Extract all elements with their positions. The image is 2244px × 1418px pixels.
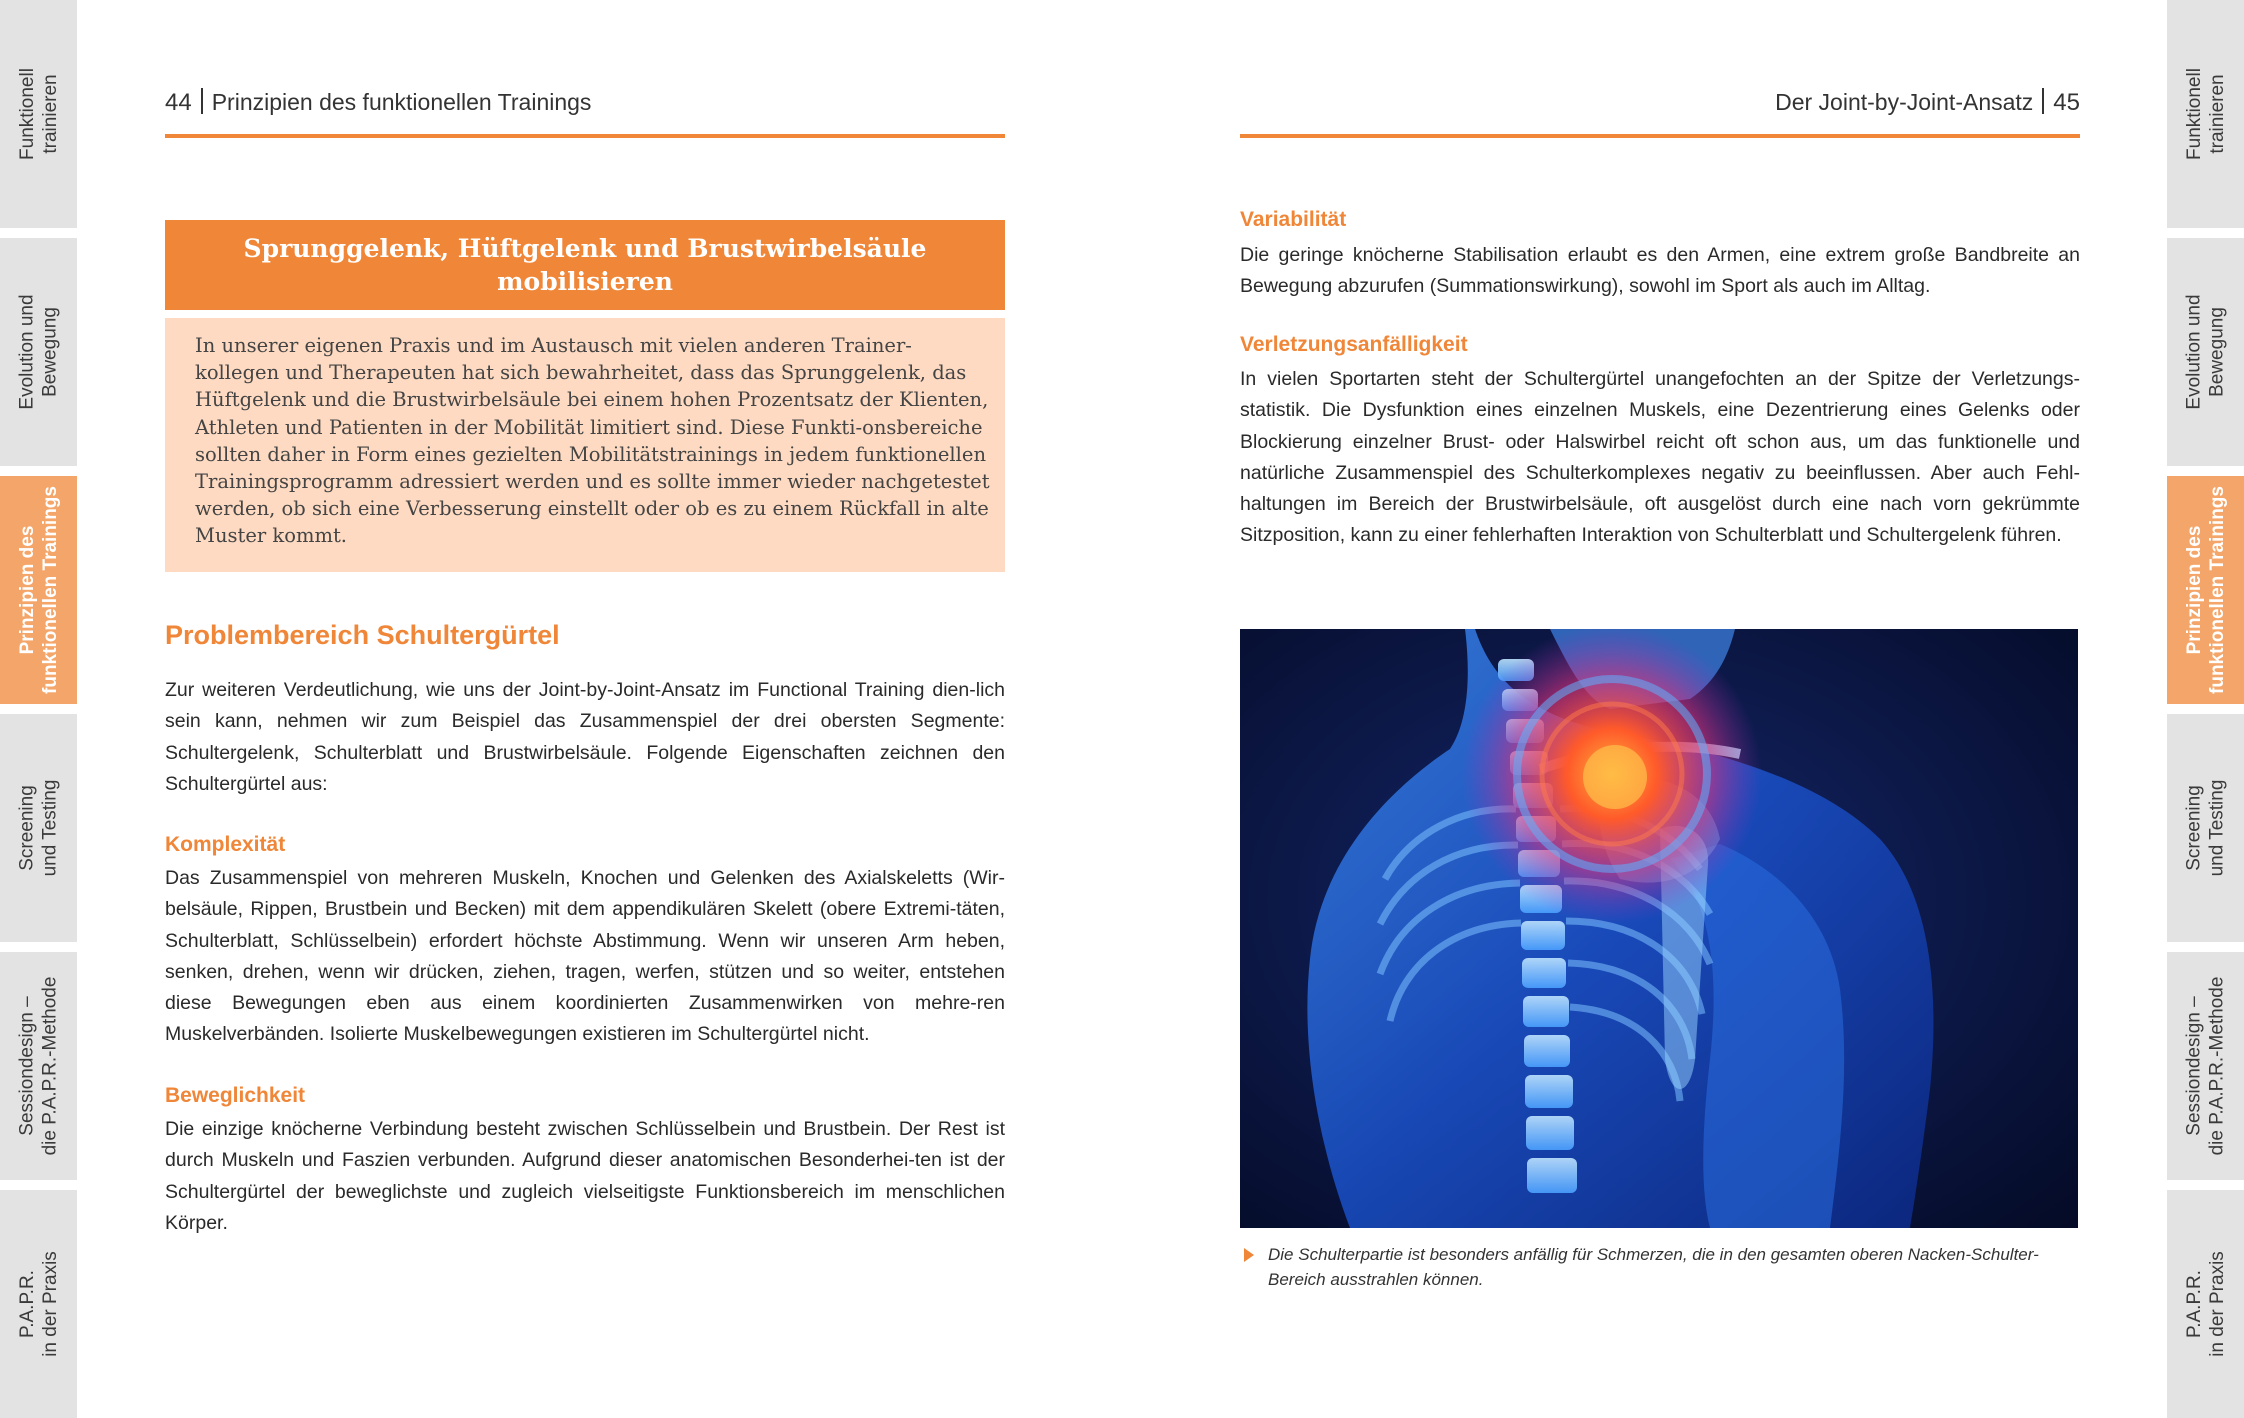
subheading-variabilitaet: Variabilität — [1240, 208, 1347, 231]
section-title: Problembereich Schultergürtel — [165, 620, 560, 650]
subheading-komplexitaet: Komplexität — [165, 833, 286, 856]
chapter-tab-prinzipien[interactable]: Prinzipien des funktionellen Trainings — [2167, 476, 2244, 704]
intro-paragraph: Zur weiteren Verdeutlichung, wie uns der Joint-by-Joint-Ansatz im Functional Training dien-lich sein kann, nehmen wir zum Beispiel das Zusammenspiel der drei obersten Segmente: Schultergelenk, Schulterblatt und Brustwirbelsäule. Folgende Eigenschaften zeichnen den Schultergürtel aus: — [165, 679, 1005, 795]
chapter-tab-sessiondesign[interactable]: Sessiondesign – die P.A.P.R.-Methode — [0, 952, 77, 1180]
chapter-tab-papr-praxis[interactable]: P.A.P.R. in der Praxis — [2167, 1190, 2244, 1418]
chapter-tab-evolution[interactable]: Evolution und Bewegung — [0, 238, 77, 466]
right-running-head — [1240, 88, 2080, 117]
paragraph-beweglichkeit: Die einzige knöcherne Verbindung besteht zwischen Schlüsselbein und Brustbein. Der Rest ist durch Muskeln und Faszien verbunden. Aufgrund dieser anatomischen Besonderhei-ten ist der Schultergürtel der beweglichste und zugleich vielseitigste Funktionsbereich im menschlichen Körper. — [165, 1118, 1005, 1234]
info-box-title: Sprunggelenk, Hüftgelenk und Brustwirbelsäule mobilisieren — [165, 220, 1005, 310]
chapter-tab-screening[interactable]: Screening und Testing — [0, 714, 77, 942]
left-chapter-tabs — [0, 0, 77, 1417]
paragraph-komplexitaet: Das Zusammenspiel von mehreren Muskeln, Knochen und Gelenken des Axialskeletts (Wir-belsäule, Rippen, Brustbein und Becken) mit dem appendikulären Skelett (obere Extremi-täten, Schulterblatt, Schlüsselbein) erfordert höchste Abstimmung. Wenn wir unseren Arm heben, senken, drehen, wenn wir drücken, ziehen, tragen, werfen, stützen und so weiter, entstehen diese Bewegungen eben aus einem koordinierten Zusammenwirken von mehre-ren Muskelverbänden. Isolierte Muskelbewegungen existieren im Schultergürtel nicht. — [165, 867, 1005, 1046]
left-running-head — [165, 88, 1005, 117]
chapter-tab-prinzipien[interactable]: Prinzipien des funktionellen Trainings — [0, 476, 77, 704]
info-box — [165, 318, 1005, 572]
chapter-title: Der Joint-by-Joint-Ansatz — [1775, 89, 2034, 115]
info-box-text: In unserer eigenen Praxis und im Austausch mit vielen anderen Trainer-kollegen und Therapeuten hat sich bewahrheitet, dass das Sprunggelenk, das Hüftgelenk und die Brustwirbelsäule bei einem hohen Prozentsatz der Klienten, Athleten und Patienten in der Mobilität limitiert sind. Diese Funkti-onsbereiche sollten daher in Form eines gezielten Mobilitätstrainings in jedem funktionellen Trainingsprogramm adressiert werden und es sollte immer wieder nachgetestet werden, ob sich eine Verbesserung einstellt oder ob es zu einem Rückfall in alte Muster kommt. — [195, 334, 990, 548]
header-rule — [165, 134, 1005, 138]
chapter-tab-funktionell-trainieren[interactable]: Funktionell trainieren — [0, 0, 77, 228]
page-number: 45 — [2053, 89, 2080, 116]
chapter-tab-screening[interactable]: Screening und Testing — [2167, 714, 2244, 942]
paragraph-variabilitaet: Die geringe knöcherne Stabilisation erlaubt es den Armen, eine extrem große Bandbreite an Bewegung abzurufen (Summationswirkung), sowohl im Sport als auch im Alltag. — [1240, 244, 2080, 298]
chapter-tab-papr-praxis[interactable]: P.A.P.R. in der Praxis — [0, 1190, 77, 1418]
caption-arrow-icon — [1244, 1248, 1254, 1262]
paragraph-verletzungsanfaelligkeit: In vielen Sportarten steht der Schultergürtel unangefochten an der Spitze der Verletzungs-statistik. Die Dysfunktion eines einzelnen Muskels, eine Dezentrierung eines Gelenks oder Blockierung einzelner Brust- oder Halswirbel reicht oft schon aus, um das funktionelle und natürliche Zusammenspiel des Schulterkomplexes negativ zu beeinflussen. Aber auch Fehl-haltungen im Bereich der Brustwirbelsäule, oft ausgelöst durch eine nach vorn gekrümmte Sitzposition, kann zu einer fehlerhaften Interaktion von Schulterblatt und Schultergelenk führen. — [1240, 368, 2080, 547]
subheading-verletzungsanfaelligkeit: Verletzungsanfälligkeit — [1240, 333, 1468, 356]
chapter-title: Prinzipien des funktionellen Trainings — [211, 89, 592, 115]
chapter-tab-funktionell-trainieren[interactable]: Funktionell trainieren — [2167, 0, 2244, 228]
page-number: 44 — [165, 89, 192, 116]
right-chapter-tabs — [2167, 0, 2244, 1417]
shoulder-xray-image — [1240, 629, 2078, 1228]
chapter-tab-sessiondesign[interactable]: Sessiondesign – die P.A.P.R.-Methode — [2167, 952, 2244, 1180]
subheading-beweglichkeit: Beweglichkeit — [165, 1084, 306, 1107]
chapter-tab-evolution[interactable]: Evolution und Bewegung — [2167, 238, 2244, 466]
header-rule — [1240, 134, 2080, 138]
image-caption: Die Schulterpartie ist besonders anfällig für Schmerzen, die in den gesamten oberen Nacken-Schulter-Bereich ausstrahlen können. — [1268, 1245, 2039, 1289]
